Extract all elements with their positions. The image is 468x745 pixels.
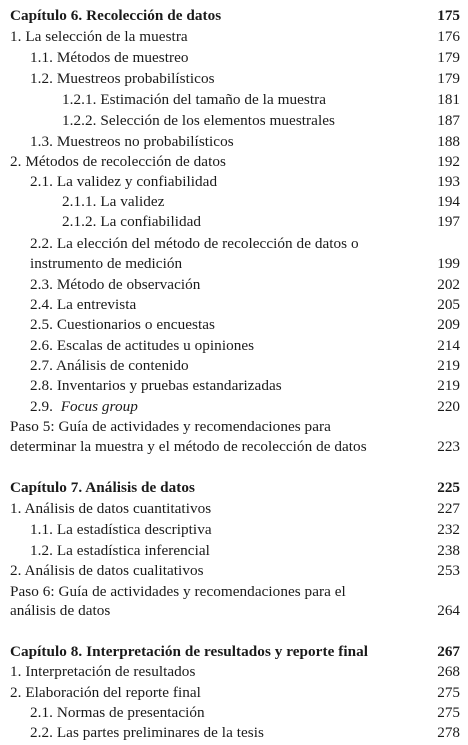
chapter-title: Capítulo 6. Recolección de datos	[10, 7, 222, 24]
page-number: 181	[437, 91, 460, 108]
entry-text: 2. Elaboración del reporte final	[10, 684, 201, 701]
entry-text: 1.2.1. Estimación del tamaño de la muestra	[62, 91, 327, 108]
page-number: 219	[437, 357, 460, 374]
page-number: 176	[437, 28, 460, 45]
entry-text: 1.1. La estadística descriptiva	[30, 521, 212, 538]
page-number: 223	[437, 438, 460, 455]
entry-text: 1.2. Muestreos probabilísticos	[30, 70, 215, 87]
entry-text: 2. Análisis de datos cualitativos	[10, 562, 204, 579]
entry-text: determinar la muestra y el método de recolección de datos	[10, 438, 367, 455]
entry-text: 1.3. Muestreos no probabilísticos	[30, 133, 234, 150]
page-number: 209	[437, 316, 460, 333]
entry-text: 1. La selección de la muestra	[10, 28, 188, 45]
page-number: 232	[437, 521, 460, 538]
page-number: 264	[437, 602, 460, 619]
page-number: 238	[437, 542, 460, 559]
entry-text: 1.2. La estadística inferencial	[30, 542, 210, 559]
page-number: 278	[437, 724, 460, 741]
entry-text: 2.3. Método de observación	[30, 276, 201, 293]
entry-text: 2.8. Inventarios y pruebas estandarizadas	[30, 377, 282, 394]
entry-text: Paso 6: Guía de actividades y recomendaciones para el	[10, 583, 346, 600]
page-number: 188	[437, 133, 460, 150]
page-number: 205	[437, 296, 460, 313]
entry-text: 2.2. Las partes preliminares de la tesis	[30, 724, 264, 741]
entry-text: 1. Interpretación de resultados	[10, 663, 196, 680]
entry-text: 2.1. La validez y confiabilidad	[30, 173, 218, 190]
entry-text: 2. Métodos de recolección de datos	[10, 153, 226, 170]
page-number: 197	[437, 213, 460, 230]
page-number: 219	[437, 377, 460, 394]
entry-number: 2.9.	[30, 398, 61, 415]
page-number: 253	[437, 562, 460, 579]
page-number: 192	[437, 153, 460, 170]
entry-text: análisis de datos	[10, 602, 111, 619]
page-number: 193	[437, 173, 460, 190]
page-number: 199	[437, 255, 460, 272]
entry-text: 2.1. Normas de presentación	[30, 704, 205, 721]
page-number: 202	[437, 276, 460, 293]
entry-text: 2.5. Cuestionarios o encuestas	[30, 316, 215, 333]
entry-text: instrumento de medición	[30, 255, 183, 272]
page-number: 214	[437, 337, 460, 354]
entry-text	[30, 397, 138, 417]
page-number: 275	[437, 704, 460, 721]
entry-text: 1.2.2. Selección de los elementos muestrales	[62, 112, 335, 129]
entry-text: 2.6. Escalas de actitudes u opiniones	[30, 337, 255, 354]
page-number: 179	[437, 70, 460, 87]
entry-text: 1.1. Métodos de muestreo	[30, 49, 189, 66]
entry-text-italic: Focus group	[60, 398, 138, 415]
page-number: 175	[437, 7, 460, 24]
entry-text: 2.1.1. La validez	[62, 193, 165, 210]
entry-text: 1. Análisis de datos cuantitativos	[10, 500, 212, 517]
chapter-title: Capítulo 7. Análisis de datos	[10, 479, 196, 496]
entry-text: Paso 5: Guía de actividades y recomendaciones para	[10, 418, 331, 435]
page-number: 220	[437, 398, 460, 415]
page-number: 268	[437, 663, 460, 680]
chapter-title: Capítulo 8. Interpretación de resultados y reporte final	[10, 643, 369, 660]
page-number: 275	[437, 684, 460, 701]
entry-text: 2.1.2. La confiabilidad	[62, 213, 202, 230]
entry-text: 2.7. Análisis de contenido	[30, 357, 189, 374]
page-number: 225	[437, 479, 460, 496]
entry-text: 2.2. La elección del método de recolección de datos o	[30, 235, 359, 252]
entry-text: 2.4. La entrevista	[30, 296, 137, 313]
page-number: 227	[437, 500, 460, 517]
page-number: 187	[437, 112, 460, 129]
page-number: 267	[437, 643, 460, 660]
page-number: 194	[437, 193, 460, 210]
page-number: 179	[437, 49, 460, 66]
